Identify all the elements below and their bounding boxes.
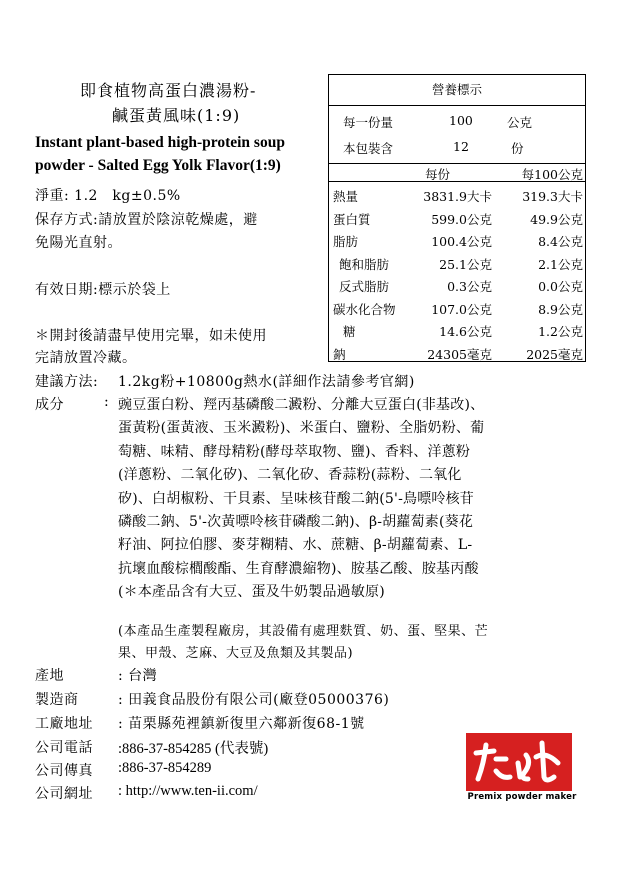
phone-label: 公司電話 <box>35 740 93 756</box>
origin-value: : 台灣 <box>118 668 158 684</box>
nutrition-row-label: 脂肪 <box>333 234 359 249</box>
address-value: : 苗栗縣苑裡鎮新復里六鄰新復68-1號 <box>118 716 365 732</box>
ingredients-line: 磷酸二鈉、5'-次黃嘌呤核苷磷酸二鈉)、β-胡蘿蔔素(葵花 <box>118 514 474 530</box>
table-divider <box>329 181 585 182</box>
table-divider <box>329 163 585 164</box>
nutrition-row-per-100g: 8.4公克 <box>538 234 583 249</box>
notice-line1: ＊開封後請盡早使用完畢，如未使用 <box>35 328 267 344</box>
nutrition-row-per-serving: 100.4公克 <box>431 234 492 249</box>
expiry-date: 有效日期:標示於袋上 <box>35 282 171 298</box>
nutrition-row-label: 蛋白質 <box>333 211 371 227</box>
notice-line2: 完請放置冷藏。 <box>35 350 137 366</box>
factory-note-line2: 果、甲殼、芝麻、大豆及魚類及其製品) <box>118 646 354 661</box>
nutrition-row-per-100g: 1.2公克 <box>538 324 583 339</box>
logo-caption: Premix powder maker <box>467 792 577 802</box>
ingredients-line: (洋蔥粉、二氧化矽)、二氧化矽、香蒜粉(蒜粉、二氧化 <box>118 467 462 484</box>
serving-value: 100 <box>449 113 473 128</box>
ingredients-line: 豌豆蛋白粉、羥丙基磷酸二澱粉、分離大豆蛋白(非基改)、 <box>118 397 485 413</box>
nutrition-title: 營養標示 <box>329 75 585 106</box>
title-en-line2: powder - Salted Egg Yolk Flavor(1:9) <box>35 157 281 174</box>
serving-label: 每一份量 <box>343 115 394 130</box>
ingredients-line: (＊本產品含有大豆、蛋及牛奶製品過敏原) <box>118 584 385 601</box>
title-cn-line2: 鹹蛋黃風味(1:9) <box>112 106 241 125</box>
nutrition-row-per-serving: 107.0公克 <box>431 301 492 317</box>
nutrition-row-label: 糖 <box>343 324 356 339</box>
nutrition-row-per-100g: 2.1公克 <box>538 256 583 272</box>
col-per-100g: 每100公克 <box>521 167 583 182</box>
ingredients-line: 抗壞血酸棕櫚酸酯、生育酵濃縮物)、胺基乙酸、胺基丙酸 <box>118 560 479 577</box>
fax-value: :886-37-854289 <box>118 760 212 776</box>
ingredients-line: 籽油、阿拉伯膠、麥芽糊精、水、蔗糖、β-胡蘿蔔素、L- <box>118 537 473 554</box>
nutrition-row-per-100g: 2025毫克 <box>526 346 583 362</box>
nutrition-row-label: 碳水化合物 <box>333 301 396 317</box>
usage-label: 建議方法: <box>35 374 99 390</box>
brand-logo-mark-icon <box>466 733 572 791</box>
web-value: : http://www.ten-ii.com/ <box>118 783 258 799</box>
maker-label: 製造商 <box>35 692 79 708</box>
col-per-serving: 每份 <box>425 167 451 182</box>
nutrition-row-label: 反式脂肪 <box>339 279 390 294</box>
usage-text: 1.2kg粉+10800g熱水(詳細作法請參考官網) <box>118 374 415 390</box>
nutrition-row-label: 飽和脂肪 <box>339 256 390 272</box>
fax-label: 公司傳真 <box>35 763 93 779</box>
nutrition-row-per-serving: 3831.9大卡 <box>423 189 492 204</box>
maker-value: : 田義食品股份有限公司(廠登05000376) <box>118 692 390 708</box>
storage-line1: 保存方式:請放置於陰涼乾燥處，避 <box>35 212 258 228</box>
ingredients-line: 蛋黃粉(蛋黃液、玉米澱粉)、米蛋白、鹽粉、全脂奶粉、葡 <box>118 420 485 437</box>
nutrition-row-per-serving: 14.6公克 <box>439 324 492 339</box>
nutrition-row-per-100g: 0.0公克 <box>538 279 583 294</box>
title-cn-line1: 即食植物高蛋白濃湯粉- <box>80 81 257 100</box>
nutrition-row-label: 熱量 <box>333 189 359 204</box>
nutrition-row-per-serving: 599.0公克 <box>431 211 492 227</box>
brand-logo <box>466 733 572 791</box>
ingredients-label: 成分 <box>35 397 64 413</box>
nutrition-row-per-serving: 24305毫克 <box>427 346 492 362</box>
nutrition-row-per-serving: 25.1公克 <box>439 256 492 272</box>
phone-value: :886-37-854285 (代表號) <box>118 741 269 757</box>
ingredients-colon: : <box>104 394 110 410</box>
count-unit: 份 <box>511 141 524 156</box>
nutrition-row-per-100g: 8.9公克 <box>538 301 583 317</box>
nutrition-row-per-serving: 0.3公克 <box>447 279 492 294</box>
ingredients-line: 萄糖、味精、酵母精粉(酵母萃取物、鹽)、香料、洋蔥粉 <box>118 443 471 460</box>
serving-unit: 公克 <box>507 115 533 130</box>
web-label: 公司網址 <box>35 786 93 802</box>
address-label: 工廠地址 <box>35 716 93 732</box>
ingredients-line: 矽)、白胡椒粉、干貝素、呈味核苷酸二鈉(5'-鳥嘌呤核苷 <box>118 490 475 507</box>
origin-label: 產地 <box>35 668 64 684</box>
nutrition-row-per-100g: 49.9公克 <box>530 211 583 227</box>
factory-note-line1: (本產品生產製程廠房，其設備有處理麩質、奶、蛋、堅果、芒 <box>118 624 489 639</box>
title-en-line1: Instant plant-based high-protein soup <box>35 134 285 151</box>
storage-line2: 免陽光直射。 <box>35 235 122 251</box>
count-value: 12 <box>453 139 469 154</box>
nutrition-row-label: 鈉 <box>333 346 346 362</box>
net-weight: 淨重: 1.2 kg±0.5% <box>35 188 181 204</box>
nutrition-table <box>328 74 586 362</box>
nutrition-row-per-100g: 319.3大卡 <box>522 189 583 204</box>
count-label: 本包裝含 <box>343 141 394 156</box>
